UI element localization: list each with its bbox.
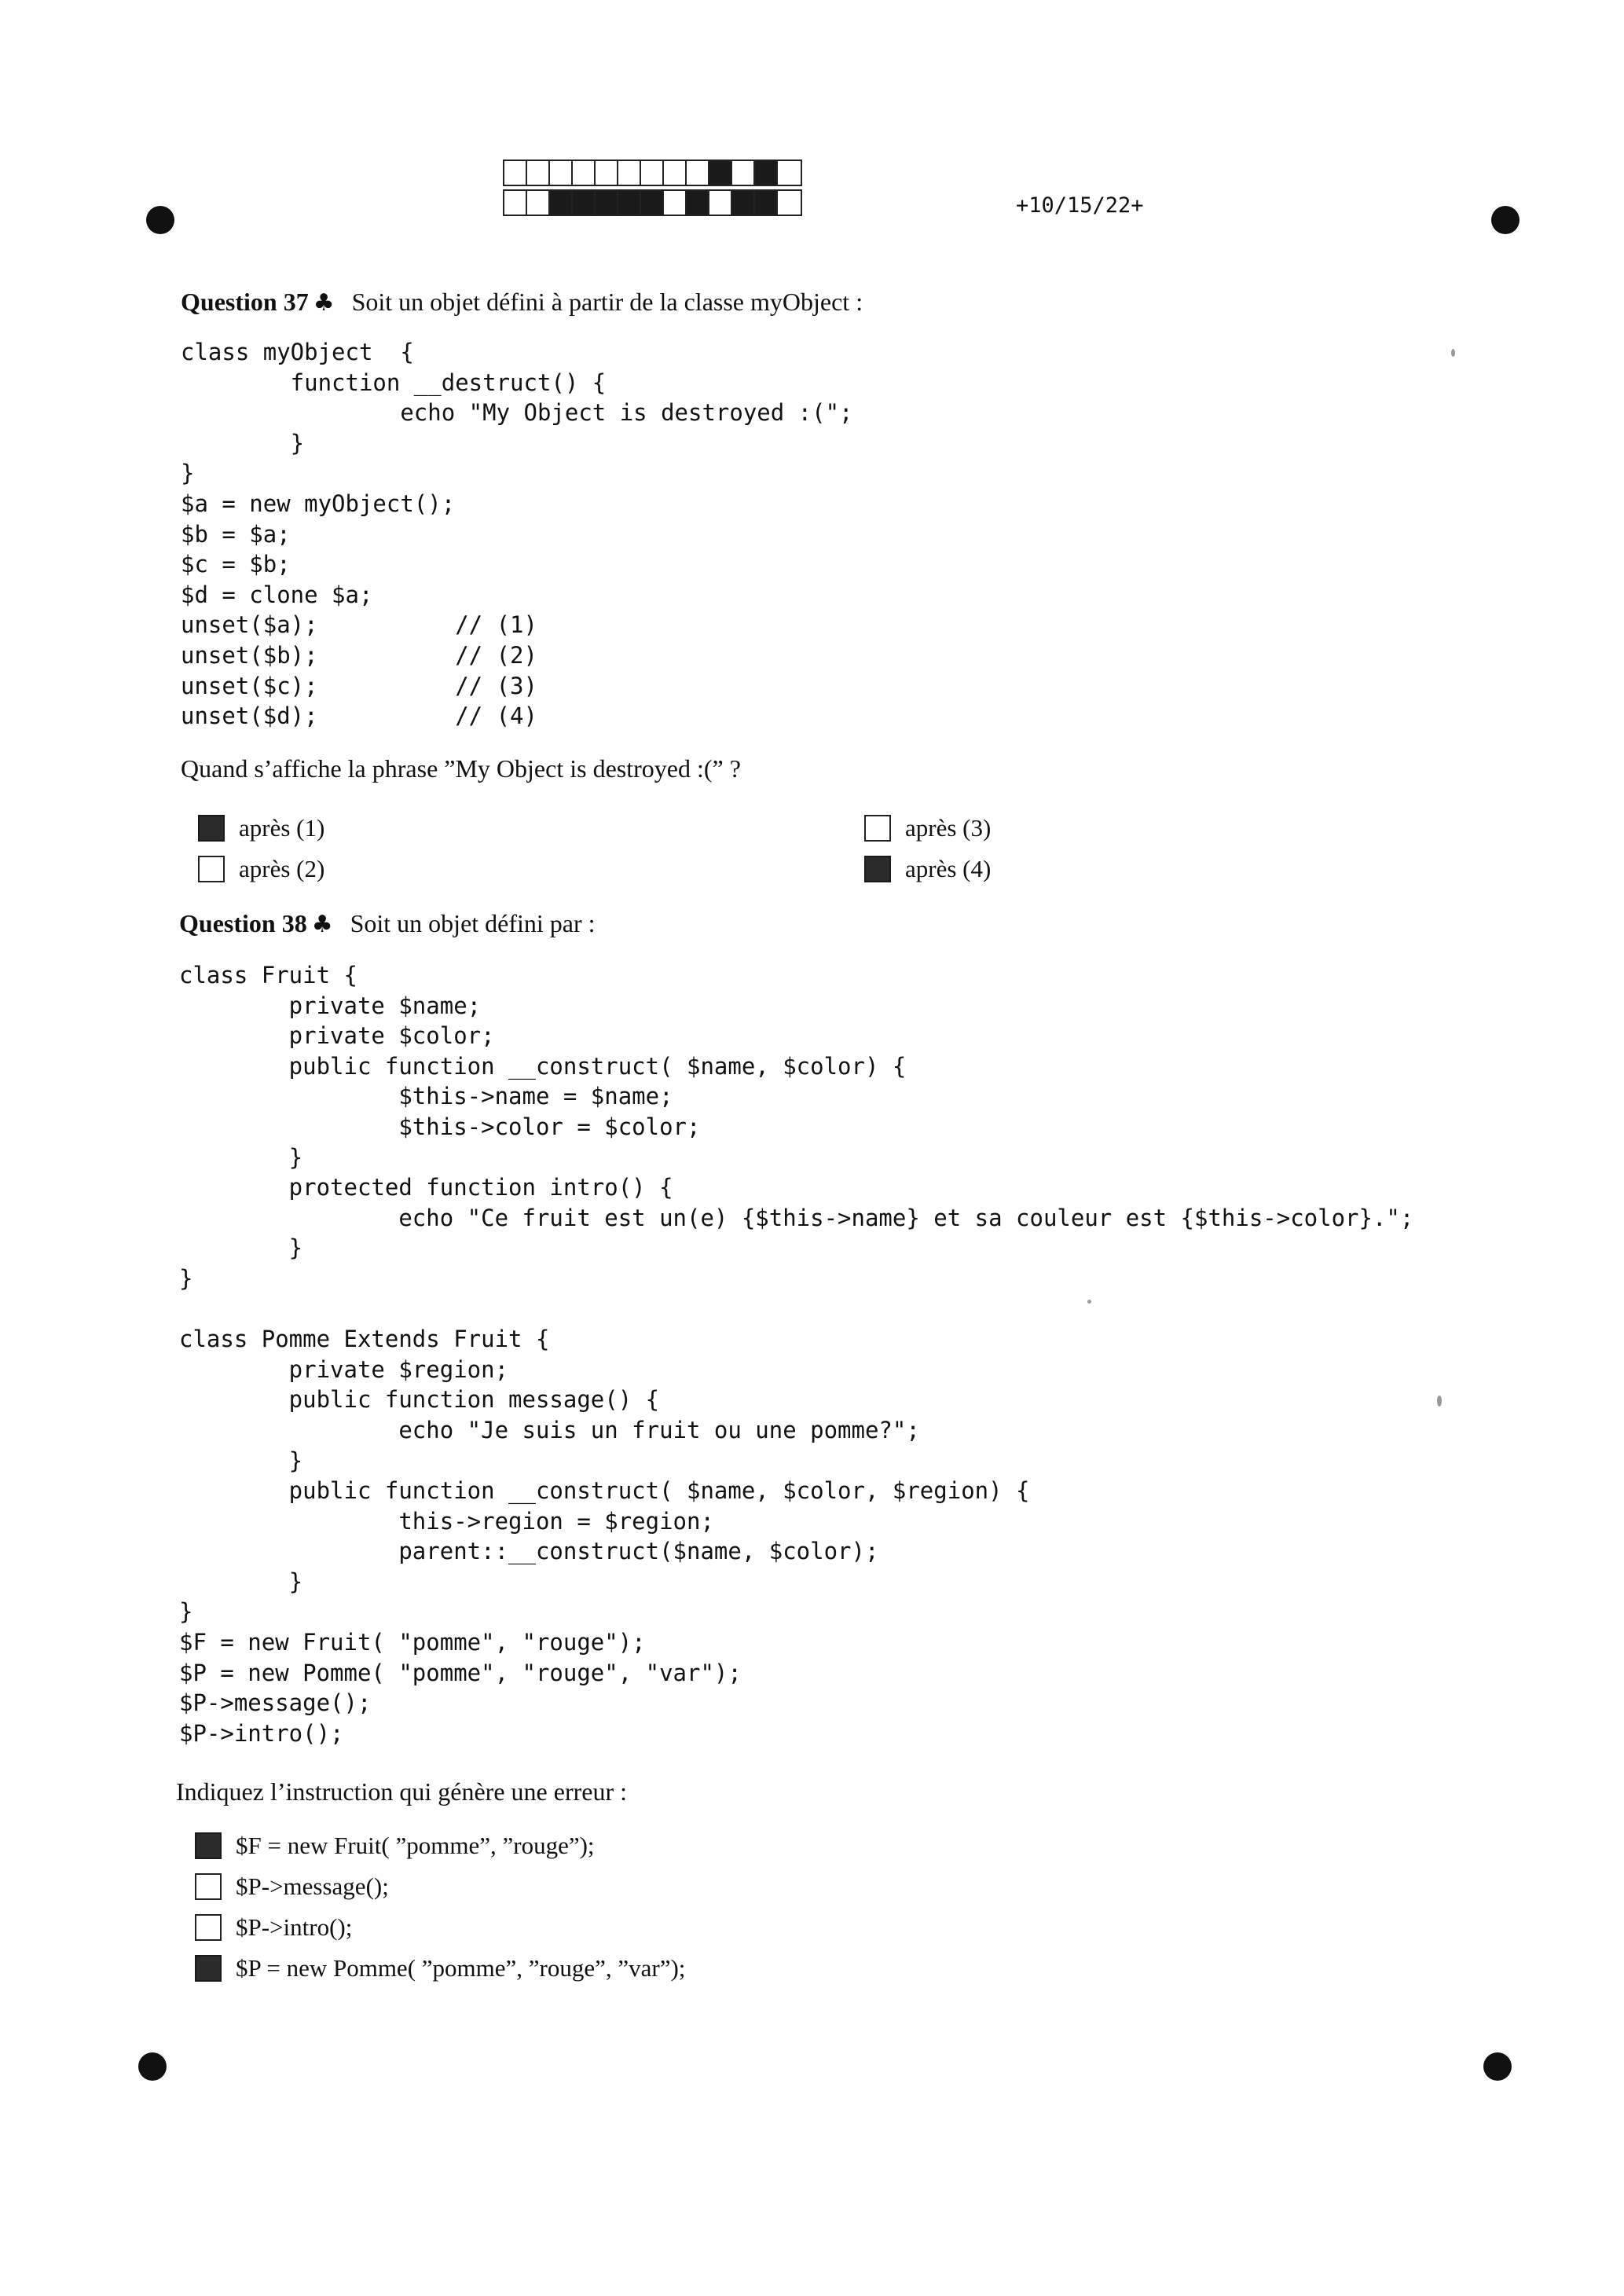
barcode-cell <box>527 161 550 185</box>
scan-speck <box>1437 1396 1442 1407</box>
question-38-heading <box>179 909 596 938</box>
checkbox[interactable] <box>198 856 225 882</box>
scan-speck <box>1087 1300 1091 1304</box>
registration-mark-bottom-right <box>1483 2052 1512 2081</box>
question-38-prompt: Indiquez l’instruction qui génère une erreur : <box>176 1777 627 1806</box>
page-id: +10/15/22+ <box>1016 193 1144 218</box>
club-icon: ♣ <box>311 911 333 938</box>
barcode-cell <box>618 191 641 215</box>
barcode-cell <box>709 161 732 185</box>
question-37-text: Soit un objet défini à partir de la classe myObject : <box>351 288 863 316</box>
barcode-cell <box>527 191 550 215</box>
question-37-code: class myObject { function __destruct() { echo "My Object is destroyed :("; } } $a = new myObject(); $b = $a; $c = $b; $d = clone $a; unset($a); // (1) unset($b); // (2) unset($c); // (3) unset($d); // (4) <box>181 339 853 730</box>
question-37-heading <box>181 288 863 317</box>
q37-option-3[interactable] <box>864 814 991 842</box>
q37-option-4[interactable] <box>864 855 991 883</box>
q38-option-1[interactable] <box>195 1832 595 1860</box>
registration-mark-bottom-left <box>138 2052 167 2081</box>
barcode-cell <box>778 191 801 215</box>
question-37-label: Question 37 <box>181 288 309 316</box>
registration-mark-top-left <box>146 206 174 234</box>
option-label: $P->intro(); <box>236 1913 353 1941</box>
barcode-cell <box>573 191 596 215</box>
option-label: après (1) <box>239 814 325 842</box>
question-38-text: Soit un objet défini par : <box>350 909 596 937</box>
option-label: après (3) <box>905 814 992 842</box>
barcode-cell <box>664 191 687 215</box>
q37-option-1[interactable] <box>198 814 324 842</box>
barcode-cell <box>550 191 573 215</box>
checkbox[interactable] <box>195 1873 222 1900</box>
barcode-cell <box>755 161 778 185</box>
barcode-cell <box>504 191 527 215</box>
option-label: $P = new Pomme( ”pomme”, ”rouge”, ”var”); <box>236 1954 686 1982</box>
checkbox[interactable] <box>195 1832 222 1859</box>
barcode-cell <box>709 191 732 215</box>
q37-option-2[interactable] <box>198 855 324 883</box>
barcode-bottom <box>503 189 802 216</box>
barcode-cell <box>641 161 664 185</box>
q38-option-3[interactable] <box>195 1913 352 1942</box>
scan-speck <box>1451 349 1455 357</box>
barcode-cell <box>504 161 527 185</box>
q38-option-2[interactable] <box>195 1872 389 1901</box>
q38-option-4[interactable] <box>195 1954 685 1982</box>
checkbox[interactable] <box>864 815 891 842</box>
barcode-cell <box>732 161 755 185</box>
checkbox[interactable] <box>864 856 891 882</box>
question-38-code: class Fruit { private $name; private $color; public function __construct( $name, $color) { $this->name = $name; $this->color = $color; } protected function intro() { echo "Ce fruit est un(e) {$this->name} et sa couleur est {$this->color}."; } } class Pomme Extends Fruit { private $region; public function message() { echo "Je suis un fruit ou une pomme?"; } public function __construct( $name, $color, $region) { this->region = $region; parent::__construct($name, $color); } } $F = new Fruit( "pomme", "rouge"); $P = new Pomme( "pomme", "rouge", "var"); $P->message(); $P->intro(); <box>179 962 1414 1747</box>
barcode-cell <box>550 161 573 185</box>
barcode-cell <box>618 161 641 185</box>
barcode-top <box>503 160 802 186</box>
barcode-cell <box>573 161 596 185</box>
barcode-cell <box>687 161 709 185</box>
barcode-cell <box>596 161 618 185</box>
option-label: $P->message(); <box>236 1872 389 1900</box>
question-37-prompt: Quand s’affiche la phrase ”My Object is destroyed :(” ? <box>181 754 741 783</box>
barcode-cell <box>641 191 664 215</box>
barcode-cell <box>778 161 801 185</box>
club-icon: ♣ <box>313 289 335 317</box>
checkbox[interactable] <box>195 1914 222 1941</box>
option-label: après (4) <box>905 855 992 882</box>
option-label: $F = new Fruit( ”pomme”, ”rouge”); <box>236 1832 595 1859</box>
barcode-cell <box>755 191 778 215</box>
barcode-cell <box>596 191 618 215</box>
barcode-cell <box>732 191 755 215</box>
option-label: après (2) <box>239 855 325 882</box>
question-38-label: Question 38 <box>179 909 307 937</box>
checkbox[interactable] <box>198 815 225 842</box>
registration-mark-top-right <box>1491 206 1520 234</box>
barcode-cell <box>687 191 709 215</box>
barcode-cell <box>664 161 687 185</box>
checkbox[interactable] <box>195 1955 222 1982</box>
